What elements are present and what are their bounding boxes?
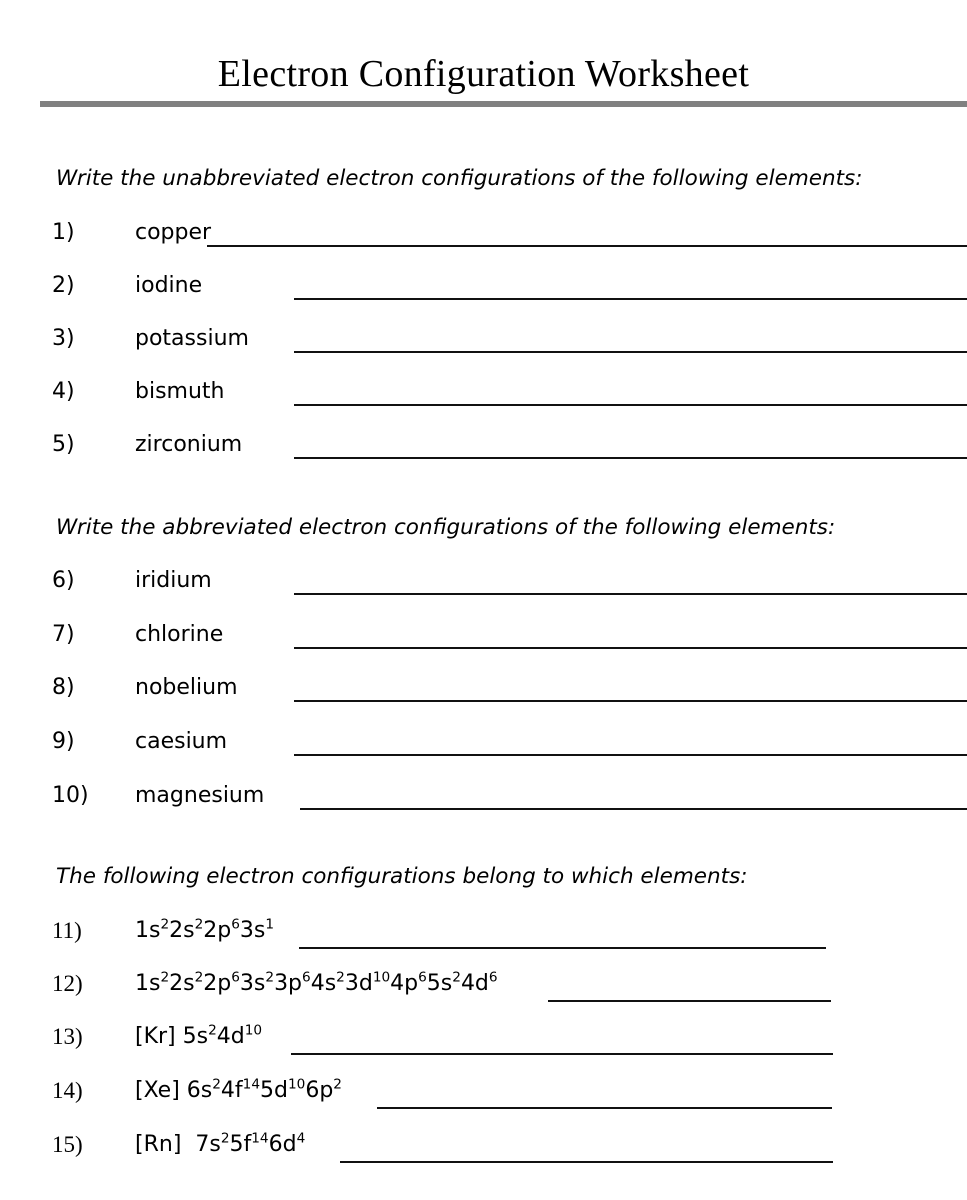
question-row-7 — [0, 620, 967, 660]
element-name: chlorine — [135, 622, 224, 647]
section-1-instruction: Write the unabbreviated electron configurations of the following elements: — [56, 166, 863, 191]
question-number: 3) — [52, 326, 75, 351]
question-number: 14) — [52, 1078, 83, 1103]
question-row-4 — [0, 377, 967, 417]
element-name: bismuth — [135, 379, 225, 404]
question-row-8 — [0, 673, 967, 713]
answer-blank-14[interactable] — [377, 1107, 832, 1109]
answer-blank-5[interactable] — [294, 457, 967, 459]
answer-blank-7[interactable] — [294, 647, 967, 649]
answer-blank-6[interactable] — [294, 593, 967, 595]
section-2-instruction: Write the abbreviated electron configurations of the following elements: — [56, 515, 836, 540]
question-row-15 — [0, 1130, 967, 1170]
electron-configuration: [Kr] $5s^24d^{10}$ — [135, 1022, 263, 1049]
answer-blank-15[interactable] — [340, 1161, 833, 1163]
question-number: 11) — [52, 918, 82, 943]
electron-configuration: $1s^22s^22p^63s^1$ — [135, 916, 275, 943]
element-name: copper — [135, 220, 212, 245]
question-number: 9) — [52, 729, 75, 754]
question-row-10 — [0, 781, 967, 821]
question-number: 7) — [52, 622, 75, 647]
question-row-5 — [0, 430, 967, 470]
question-number: 2) — [52, 273, 75, 298]
electron-configuration: $1s^22s^22p^63s^23p^64s^23d^{10}4p^65s^24d^6$ — [135, 969, 498, 996]
element-name: nobelium — [135, 675, 238, 700]
question-row-9 — [0, 727, 967, 767]
question-number: 8) — [52, 675, 75, 700]
question-number: 15) — [52, 1132, 83, 1157]
answer-blank-2[interactable] — [294, 298, 967, 300]
question-row-11 — [0, 916, 967, 956]
question-row-12 — [0, 969, 967, 1009]
answer-blank-3[interactable] — [294, 351, 967, 353]
question-number: 5) — [52, 432, 75, 457]
question-row-1 — [0, 218, 967, 258]
question-number: 13) — [52, 1024, 83, 1049]
element-name: caesium — [135, 729, 228, 754]
answer-blank-1[interactable] — [207, 245, 967, 247]
question-number: 1) — [52, 220, 75, 245]
element-name: magnesium — [135, 783, 265, 808]
answer-blank-12[interactable] — [548, 1000, 831, 1002]
element-name: iridium — [135, 568, 212, 593]
title-divider — [40, 101, 967, 107]
answer-blank-9[interactable] — [294, 754, 967, 756]
answer-blank-4[interactable] — [294, 404, 967, 406]
question-row-6 — [0, 566, 967, 606]
question-row-3 — [0, 324, 967, 364]
answer-blank-10[interactable] — [300, 808, 967, 810]
question-row-14 — [0, 1076, 967, 1116]
electron-configuration: [Xe] $6s^24f^{14}5d^{10}6p^2$ — [135, 1076, 342, 1103]
question-row-13 — [0, 1022, 967, 1062]
question-row-2 — [0, 271, 967, 311]
answer-blank-13[interactable] — [291, 1053, 833, 1055]
answer-blank-8[interactable] — [294, 700, 967, 702]
question-number: 12) — [52, 971, 83, 996]
electron-configuration: [Rn] $7s^25f^{14}6d^4$ — [135, 1130, 306, 1157]
question-number: 4) — [52, 379, 75, 404]
element-name: zirconium — [135, 432, 243, 457]
answer-blank-11[interactable] — [299, 947, 826, 949]
section-3-instruction: The following electron configurations belong to which elements: — [56, 864, 748, 889]
element-name: potassium — [135, 326, 249, 351]
page-title: Electron Configuration Worksheet — [217, 53, 750, 95]
question-number: 10) — [52, 783, 89, 808]
question-number: 6) — [52, 568, 75, 593]
element-name: iodine — [135, 273, 203, 298]
